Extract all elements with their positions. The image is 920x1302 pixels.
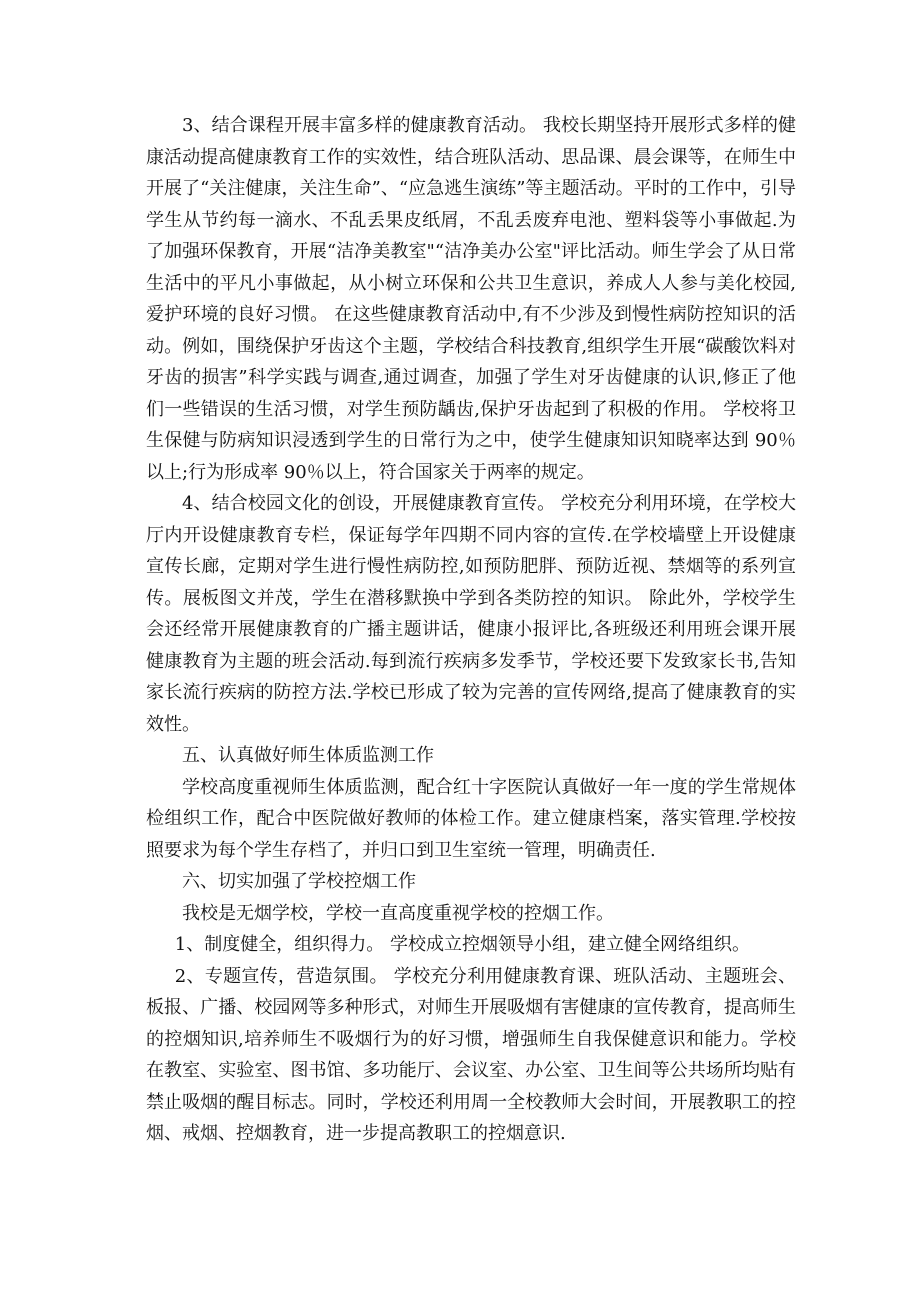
document-body (146, 110, 796, 1150)
paragraph-smoke-free-school: 我校是无烟学校，学校一直高度重视学校的控烟工作。 (182, 902, 614, 924)
section-heading-fitness-monitoring: 五、认真做好师生体质监测工作 (182, 745, 434, 766)
paragraph-system-organization: 1、制度健全，组织得力。 学校成立控烟领导小组，建立健全网络组织。 (174, 934, 750, 955)
paragraph-health-activities: 3、结合课程开展丰富多样的健康教育活动。 我校长期坚持开展形式多样的健康活动提高健康教育工作的实效性，结合班队活动、思品课、晨会课等，在师生中开展了“关注健康，关注生命”、“应急逃生演练”等主题活动。平时的工作中，引导学生从节约每一滴水、不乱丢果皮纸屑，不乱丢废弃电池、塑料袋等小事做起.为了加强环保教育，开展“洁净美教室"“洁净美办公室"评比活动。师生学会了从日常生活中的平凡小事做起，从小树立环保和公共卫生意识，养成人人参与美化校园,爱护环境的良好习惯。 在这些健康教育活动中,有不少涉及到慢性病防控知识的活动。例如，围绕保护牙齿这个主题，学校结合科技教育,组织学生开展“碳酸饮料对牙齿的损害”科学实践与调查,通过调查，加强了学生对牙齿健康的认识,修正了他们一些错误的生活习惯，对学生预防龋齿,保护牙齿起到了积极的作用。 学校将卫生保健与防病知识浸透到学生的日常行为之中，使学生健康知识知晓率达到 90％以上;行为形成率 90％以上，符合国家关于两率的规定。 (146, 115, 796, 483)
paragraph-special-publicity: 2、专题宣传，营造氛围。 学校充分利用健康教育课、班队活动、主题班会、板报、广播、校园网等多种形式，对师生开展吸烟有害健康的宣传教育，提高师生的控烟知识,培养师生不吸烟行为的好习惯，增强师生自我保健意识和能力。学校在教室、实验室、图书馆、多功能厅、会议室、办公室、卫生间等公共场所均贴有禁止吸烟的醒目标志。同时，学校还利用周一全校教师大会时间，开展教职工的控烟、戒烟、控烟教育，进一步提高教职工的控烟意识. (146, 965, 796, 1144)
paragraph-campus-culture: 4、结合校园文化的创设，开展健康教育宣传。 学校充分利用环境，在学校大厅内开设健康教育专栏，保证每学年四期不同内容的宣传.在学校墙壁上开设健康宣传长廊，定期对学生进行慢性病防控,如预防肥胖、预防近视、禁烟等的系列宣传。展板图文并茂，学生在潜移默换中学到各类防控的知识。 除此外，学校学生会还经常开展健康教育的广播主题讲话，健康小报评比,各班级还利用班会课开展健康教育为主题的班会活动.每到流行疾病多发季节，学校还要下发致家长书,告知家长流行疾病的防控方法.学校已形成了较为完善的宣传网络,提高了健康教育的实效性。 (146, 493, 796, 735)
paragraph-fitness-monitoring: 学校高度重视师生体质监测，配合红十字医院认真做好一年一度的学生常规体检组织工作，配合中医院做好教师的体检工作。建立健康档案，落实管理.学校按照要求为每个学生存档了，并归口到卫生室统一管理，明确责任. (146, 776, 796, 861)
section-heading-smoking-control: 六、切实加强了学校控烟工作 (182, 871, 416, 892)
